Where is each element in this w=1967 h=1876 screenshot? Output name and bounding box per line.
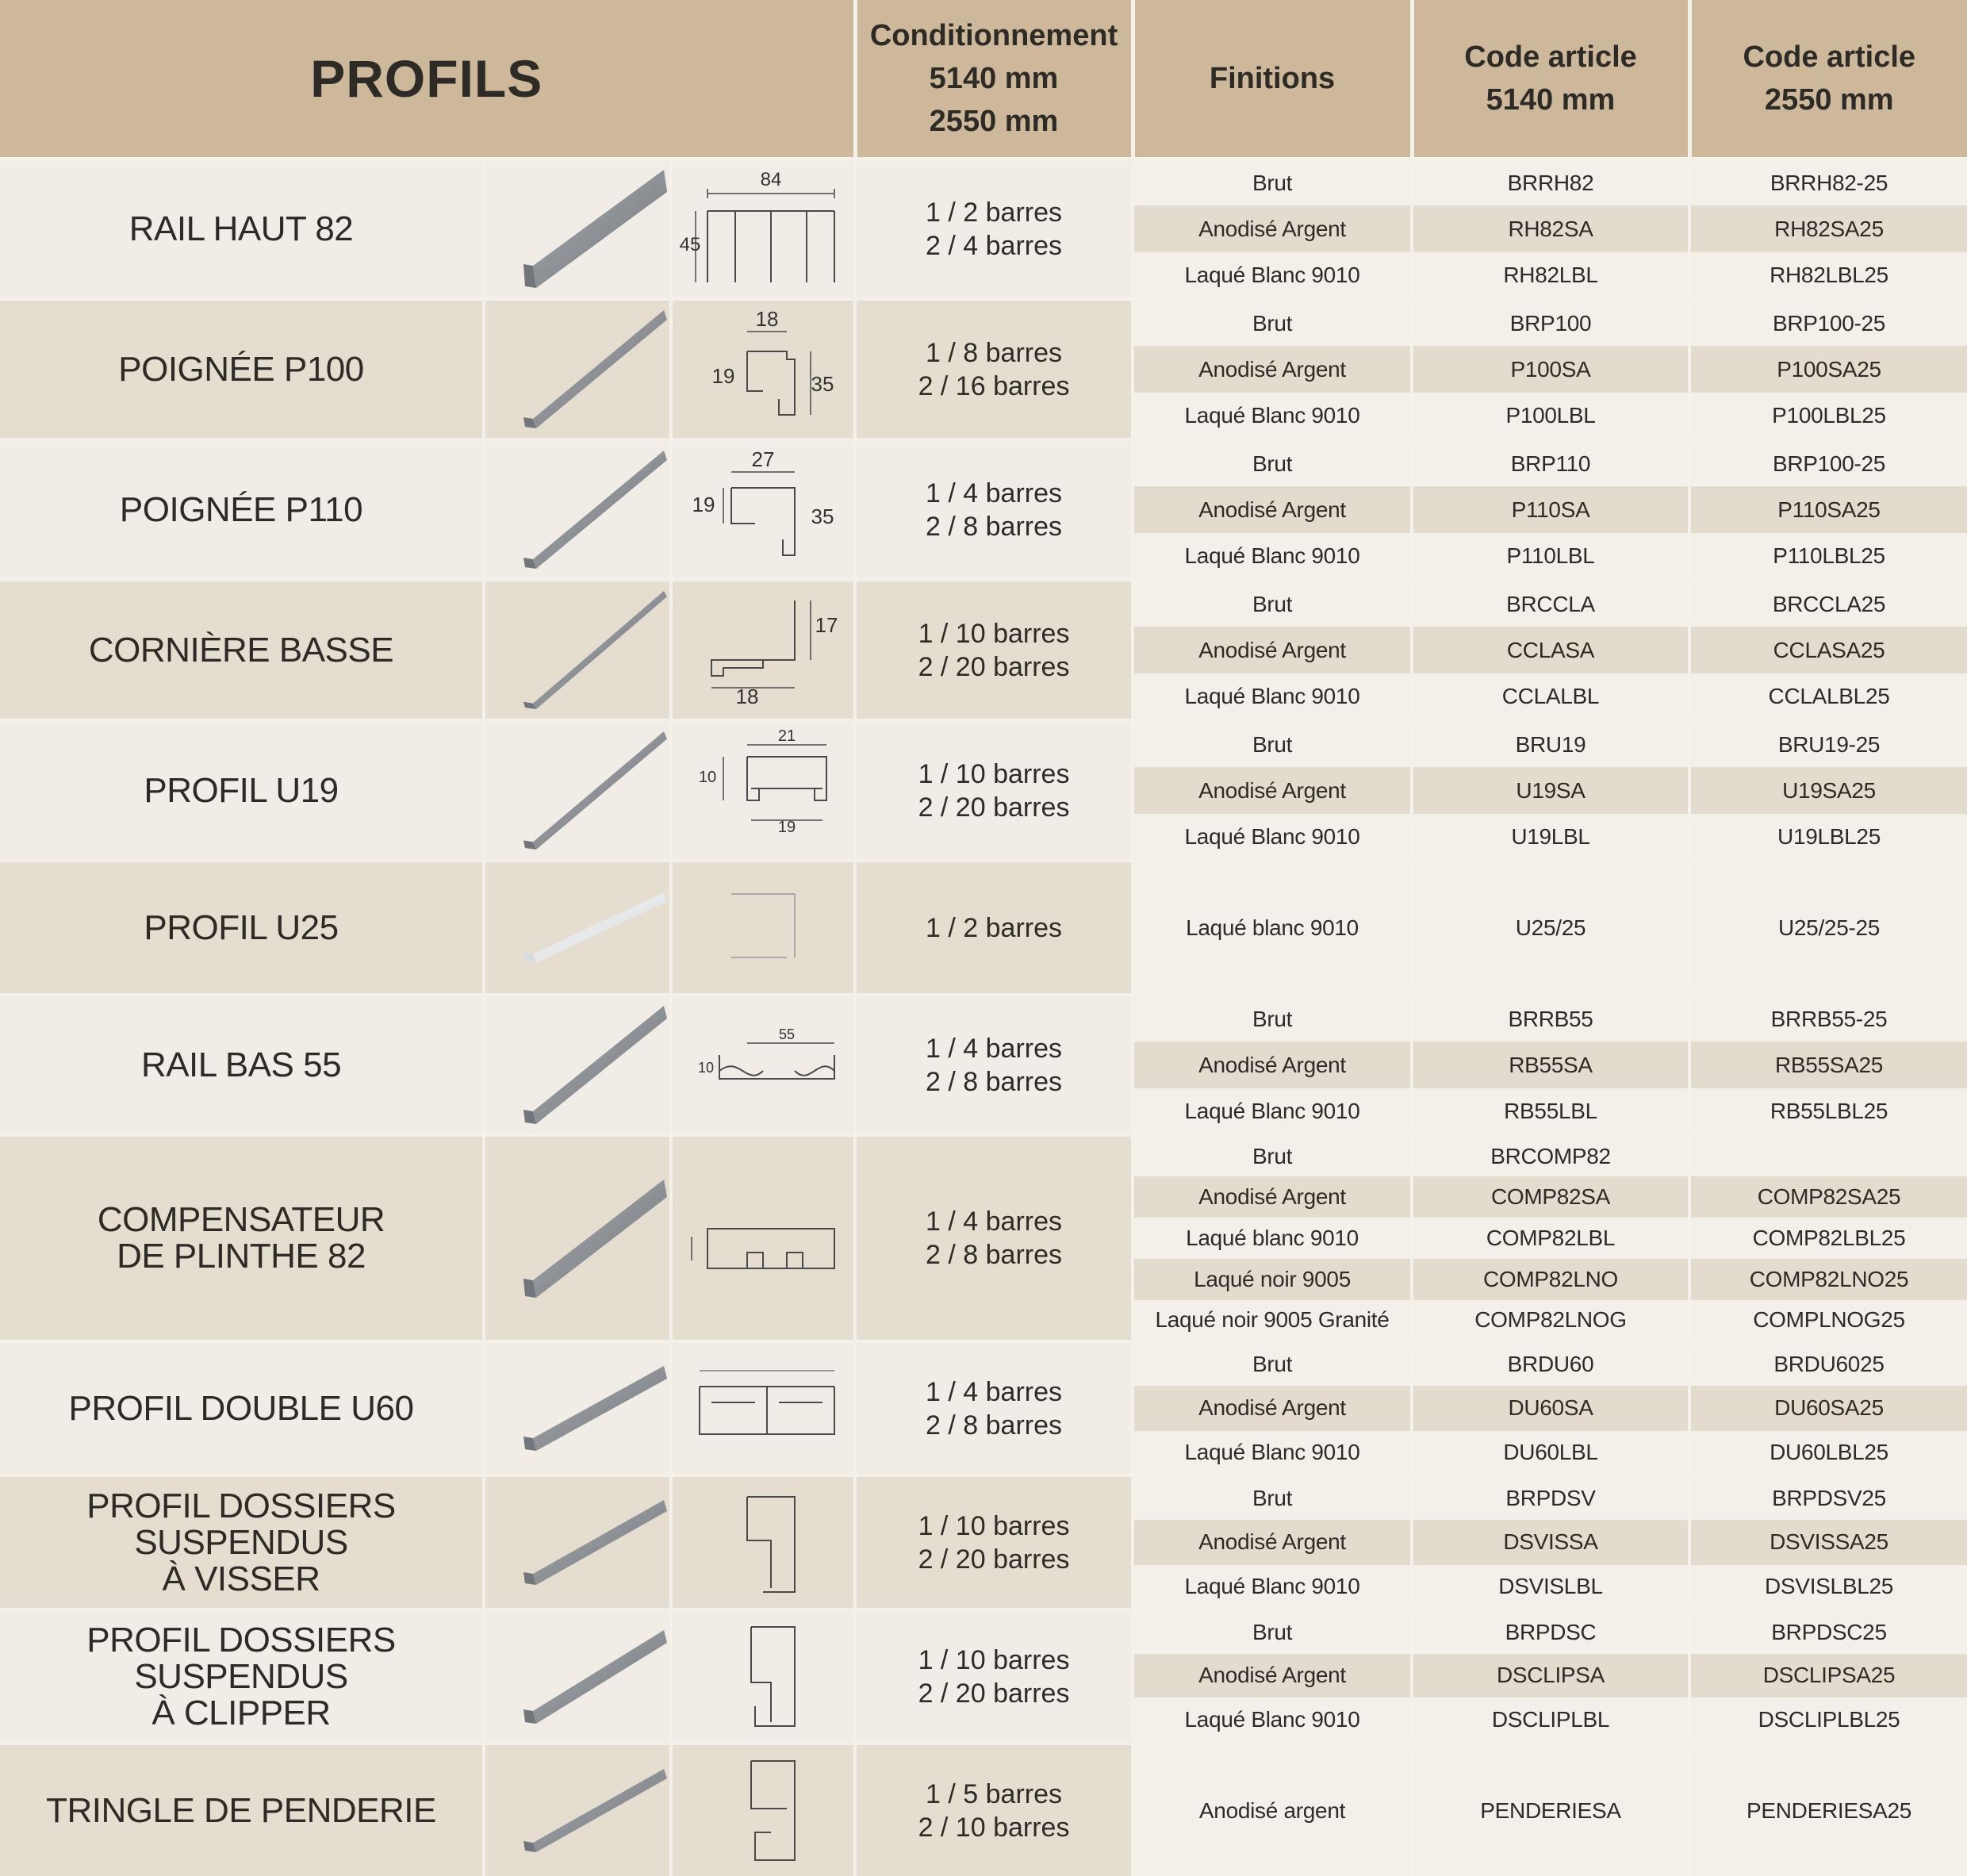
profile-photo [485,1360,671,1457]
table-row [0,580,1967,627]
dimension-label: 18 [735,685,759,708]
code-5140-cell: BRPDSV [1412,1475,1689,1520]
code-2550-cell: CCLALBL25 [1689,673,1967,720]
table-row [0,720,1967,767]
code-5140-cell: DSCLIPLBL [1412,1698,1689,1744]
product-name-line: DE PLINTHE 82 [117,1237,366,1276]
finition-cell: Laqué Blanc 9010 [1133,252,1412,299]
cross-section-drawing [676,1611,850,1742]
code-2550-cell: BRU19-25 [1689,720,1967,767]
code-2550-cell: RH82LBL25 [1689,252,1967,299]
code-2550-cell: BRDU6025 [1689,1341,1967,1386]
product-diagram [671,1475,855,1609]
product-photo [484,1475,671,1609]
header-code-2550-line: 2550 mm [1764,82,1894,117]
code-5140-cell: BRRH82 [1412,159,1689,205]
finition-cell: Laqué Blanc 9010 [1133,814,1412,861]
code-2550-cell: BRRH82-25 [1689,159,1967,205]
code-5140-cell: COMP82LNOG [1412,1300,1689,1341]
code-5140-cell: DSVISLBL [1412,1565,1689,1609]
profile-photo [485,886,671,969]
finition-cell: Laqué Blanc 9010 [1133,1431,1412,1475]
profile-photo [485,1624,671,1730]
product-diagram [671,1341,855,1475]
conditionnement-line: 2 / 8 barres [926,1066,1062,1097]
code-5140-cell: RH82LBL [1412,252,1689,299]
code-2550-cell: COMP82LBL25 [1689,1218,1967,1259]
finition-cell: Laqué Blanc 9010 [1133,673,1412,720]
product-diagram [671,299,855,439]
header-row [0,0,1967,159]
dimension-label: 17 [815,613,838,637]
table-row [0,1135,1967,1176]
code-5140-cell: P100LBL [1412,393,1689,439]
code-5140-cell: DSVISSA [1412,1520,1689,1564]
table-row [0,1609,1967,1654]
profile-photo [485,585,671,715]
profile-photo [485,725,671,856]
product-name [0,1341,484,1475]
cross-section-drawing [676,304,850,435]
dimension-label: 55 [778,1026,796,1042]
finition-cell: Laqué Blanc 9010 [1133,1565,1412,1609]
conditionnement-line: 2 / 20 barres [918,792,1070,823]
code-5140-cell: P110SA [1412,486,1689,533]
finition-cell: Anodisé Argent [1133,1654,1412,1698]
header-conditionnement-line: 2550 mm [929,104,1059,138]
code-5140-cell: P100SA [1412,346,1689,393]
code-5140-cell: BRPDSC [1412,1609,1689,1654]
table-row [0,439,1967,486]
product-name-line: PROFIL U19 [144,770,339,810]
finition-cell: Laqué Blanc 9010 [1133,393,1412,439]
code-2550-cell: U25/25-25 [1689,861,1967,995]
cross-section-drawing [676,1173,850,1304]
product-diagram [671,580,855,720]
finition-cell: Anodisé Argent [1133,627,1412,673]
code-5140-cell: COMP82LNO [1412,1259,1689,1300]
finition-cell: Brut [1133,1475,1412,1520]
cross-section-drawing [676,444,850,575]
header-code-2550 [1689,0,1967,159]
finition-cell: Brut [1133,995,1412,1042]
product-name-line: CORNIÈRE BASSE [88,630,394,669]
product-photo [484,995,671,1135]
code-2550-cell: COMP82LNO25 [1689,1259,1967,1300]
product-name [0,720,484,861]
finition-cell: Brut [1133,439,1412,486]
conditionnement-line: 1 / 4 barres [926,1376,1062,1407]
cross-section-drawing [676,725,850,856]
finition-cell: Brut [1133,580,1412,627]
code-5140-cell: RH82SA [1412,205,1689,252]
dimension-label: 10 [698,769,717,786]
cross-section-drawing [676,1745,850,1876]
product-name-line: PROFIL DOSSIERS SUSPENDUS [86,1486,396,1562]
header-conditionnement [855,0,1133,159]
code-2550-cell: DU60LBL25 [1689,1431,1967,1475]
conditionnement-line: 1 / 10 barres [918,618,1070,649]
finition-cell: Anodisé Argent [1133,1176,1412,1218]
conditionnement-line: 2 / 20 barres [918,651,1070,682]
product-photo [484,580,671,720]
product-conditionnement [855,1744,1133,1876]
finition-cell: Brut [1133,299,1412,346]
code-5140-cell: U25/25 [1412,861,1689,995]
product-conditionnement [855,1135,1133,1341]
finition-cell: Anodisé Argent [1133,767,1412,814]
product-name-line: POIGNÉE P100 [118,349,364,389]
finition-cell: Laqué noir 9005 Granité [1133,1300,1412,1341]
dimension-label: 18 [755,307,779,331]
product-conditionnement [855,1341,1133,1475]
dimension-label: 19 [692,493,715,516]
header-finitions: Finitions [1133,0,1412,159]
table-row [0,1744,1967,1876]
product-conditionnement [855,439,1133,580]
dimension-label: 84 [760,169,782,191]
table-row [0,1475,1967,1520]
conditionnement-line: 2 / 20 barres [918,1544,1070,1575]
code-5140-cell: CCLASA [1412,627,1689,673]
code-5140-cell: P110LBL [1412,533,1689,580]
code-2550-cell: COMPLNOG25 [1689,1300,1967,1341]
dimension-label: 21 [777,727,796,745]
product-conditionnement [855,580,1133,720]
finition-cell: Brut [1133,159,1412,205]
finition-cell: Laqué blanc 9010 [1133,861,1412,995]
conditionnement-line: 2 / 8 barres [926,1410,1062,1441]
code-2550-cell: CCLASA25 [1689,627,1967,673]
product-photo [484,720,671,861]
conditionnement-line: 2 / 4 barres [926,230,1062,261]
code-5140-cell: BRDU60 [1412,1341,1689,1386]
code-2550-cell: U19LBL25 [1689,814,1967,861]
code-5140-cell: COMP82LBL [1412,1218,1689,1259]
code-2550-cell: DSCLIPLBL25 [1689,1698,1967,1744]
product-conditionnement [855,995,1133,1135]
product-name [0,299,484,439]
product-diagram [671,995,855,1135]
code-2550-cell: PENDERIESA25 [1689,1744,1967,1876]
finition-cell: Anodisé Argent [1133,486,1412,533]
table-row [0,299,1967,346]
dimension-label: 19 [711,364,735,388]
product-diagram [671,1609,855,1744]
product-name-line: RAIL HAUT 82 [128,209,354,248]
finition-cell: Brut [1133,720,1412,767]
product-name-line: COMPENSATEUR [97,1200,385,1239]
dimension-label: 10 [697,1060,715,1076]
code-2550-cell: RH82SA25 [1689,205,1967,252]
finition-cell: Anodisé Argent [1133,1386,1412,1430]
code-2550-cell: DSVISSA25 [1689,1520,1967,1564]
code-2550-cell [1689,1135,1967,1176]
product-photo [484,439,671,580]
finition-cell: Anodisé Argent [1133,205,1412,252]
code-2550-cell: DU60SA25 [1689,1386,1967,1430]
table-row [0,1341,1967,1386]
finition-cell: Anodisé Argent [1133,1042,1412,1088]
profile-photo [485,1494,671,1591]
header-conditionnement-line: 5140 mm [929,61,1059,95]
profile-photo [485,163,671,294]
dimension-label: 35 [811,504,834,528]
conditionnement-line: 2 / 8 barres [926,1240,1062,1270]
product-name-line: RAIL BAS 55 [140,1045,342,1084]
profile-photo [485,999,671,1130]
finition-cell: Laqué blanc 9010 [1133,1218,1412,1259]
conditionnement-line: 1 / 2 barres [926,912,1062,943]
product-conditionnement [855,299,1133,439]
product-name-line: À CLIPPER [151,1693,331,1732]
code-5140-cell: BRP100 [1412,299,1689,346]
finition-cell: Anodisé Argent [1133,346,1412,393]
product-diagram [671,720,855,861]
product-conditionnement [855,1475,1133,1609]
product-photo [484,1744,671,1876]
profile-photo [485,304,671,435]
code-2550-cell: BRP100-25 [1689,299,1967,346]
conditionnement-line: 1 / 10 barres [918,1510,1070,1541]
code-5140-cell: COMP82SA [1412,1176,1689,1218]
product-photo [484,299,671,439]
cross-section-drawing [676,862,850,993]
product-photo [484,1609,671,1744]
finition-cell: Laqué Blanc 9010 [1133,533,1412,580]
finition-cell: Laqué noir 9005 [1133,1259,1412,1300]
code-5140-cell: DU60SA [1412,1386,1689,1430]
profile-photo [485,1173,671,1304]
profile-photo [485,1763,671,1859]
table-row [0,159,1967,205]
cross-section-drawing [676,163,850,294]
dimension-label: 45 [679,234,701,256]
table-row [0,861,1967,995]
product-conditionnement [855,1609,1133,1744]
product-diagram [671,439,855,580]
finition-cell: Brut [1133,1135,1412,1176]
finition-cell: Laqué Blanc 9010 [1133,1698,1412,1744]
conditionnement-line: 2 / 16 barres [918,370,1070,401]
code-2550-cell: P110SA25 [1689,486,1967,533]
product-name [0,439,484,580]
product-photo [484,1135,671,1341]
dimension-label: 27 [751,447,775,471]
product-photo [484,159,671,299]
conditionnement-line: 1 / 10 barres [918,1644,1070,1675]
code-5140-cell: BRRB55 [1412,995,1689,1042]
cross-section-drawing [676,1343,850,1474]
code-5140-cell: BRCCLA [1412,580,1689,627]
product-name-line: PROFIL U25 [144,907,339,947]
code-2550-cell: RB55SA25 [1689,1042,1967,1088]
conditionnement-line: 2 / 20 barres [918,1678,1070,1709]
header-code-2550-line: Code article [1743,40,1916,74]
code-5140-cell: U19LBL [1412,814,1689,861]
code-5140-cell: RB55LBL [1412,1088,1689,1135]
cross-section-drawing [676,585,850,715]
code-5140-cell: CCLALBL [1412,673,1689,720]
conditionnement-line: 1 / 4 barres [926,1207,1062,1237]
conditionnement-line: 2 / 8 barres [926,511,1062,542]
code-2550-cell: RB55LBL25 [1689,1088,1967,1135]
product-name [0,861,484,995]
code-2550-cell: DSCLIPSA25 [1689,1654,1967,1698]
conditionnement-line: 1 / 4 barres [926,1033,1062,1064]
product-photo [484,1341,671,1475]
product-diagram [671,861,855,995]
product-diagram [671,159,855,299]
dimension-label: 19 [777,819,796,836]
conditionnement-line: 1 / 10 barres [918,758,1070,789]
table-row [0,995,1967,1042]
code-5140-cell: BRP110 [1412,439,1689,486]
conditionnement-line: 1 / 2 barres [926,197,1062,228]
profils-body [0,159,1967,1876]
header-profils: PROFILS [0,0,855,159]
code-5140-cell: BRCOMP82 [1412,1135,1689,1176]
header-conditionnement-line: Conditionnement [869,18,1118,52]
conditionnement-line: 1 / 4 barres [926,478,1062,508]
product-name [0,995,484,1135]
finition-cell: Brut [1133,1609,1412,1654]
product-name-line: PROFIL DOUBLE U60 [68,1388,414,1428]
product-name [0,580,484,720]
product-conditionnement [855,720,1133,861]
finition-cell: Brut [1133,1341,1412,1386]
header-code-5140-line: Code article [1464,40,1637,74]
cross-section-drawing [676,999,850,1130]
product-name [0,1475,484,1609]
code-2550-cell: P100SA25 [1689,346,1967,393]
conditionnement-line: 1 / 5 barres [926,1778,1062,1809]
code-5140-cell: RB55SA [1412,1042,1689,1088]
product-conditionnement [855,159,1133,299]
code-5140-cell: DU60LBL [1412,1431,1689,1475]
profile-photo [485,444,671,575]
product-conditionnement [855,861,1133,995]
code-2550-cell: BRCCLA25 [1689,580,1967,627]
finition-cell: Laqué Blanc 9010 [1133,1088,1412,1135]
product-name-line: TRINGLE DE PENDERIE [46,1790,436,1830]
product-photo [484,861,671,995]
code-5140-cell: BRU19 [1412,720,1689,767]
product-name [0,1135,484,1341]
code-2550-cell: P110LBL25 [1689,533,1967,580]
code-2550-cell: BRPDSV25 [1689,1475,1967,1520]
code-2550-cell: BRPDSC25 [1689,1609,1967,1654]
header-code-5140-line: 5140 mm [1486,82,1616,117]
product-name-line: POIGNÉE P110 [119,489,363,529]
product-name [0,1744,484,1876]
finition-cell: Anodisé Argent [1133,1520,1412,1564]
product-name-line: À VISSER [162,1559,320,1598]
conditionnement-line: 1 / 8 barres [926,337,1062,368]
product-diagram [671,1135,855,1341]
code-5140-cell: PENDERIESA [1412,1744,1689,1876]
code-2550-cell: BRP100-25 [1689,439,1967,486]
code-5140-cell: DSCLIPSA [1412,1654,1689,1698]
code-5140-cell: U19SA [1412,767,1689,814]
code-2550-cell: BRRB55-25 [1689,995,1967,1042]
code-2550-cell: P100LBL25 [1689,393,1967,439]
header-code-5140 [1412,0,1689,159]
code-2550-cell: COMP82SA25 [1689,1176,1967,1218]
conditionnement-line: 2 / 10 barres [918,1812,1070,1843]
dimension-label: 35 [811,372,834,396]
code-2550-cell: U19SA25 [1689,767,1967,814]
product-name [0,159,484,299]
product-name [0,1609,484,1744]
code-2550-cell: DSVISLBL25 [1689,1565,1967,1609]
finition-cell: Anodisé argent [1133,1744,1412,1876]
product-name-line: PROFIL DOSSIERS SUSPENDUS [86,1620,396,1696]
product-diagram [671,1744,855,1876]
cross-section-drawing [676,1477,850,1608]
